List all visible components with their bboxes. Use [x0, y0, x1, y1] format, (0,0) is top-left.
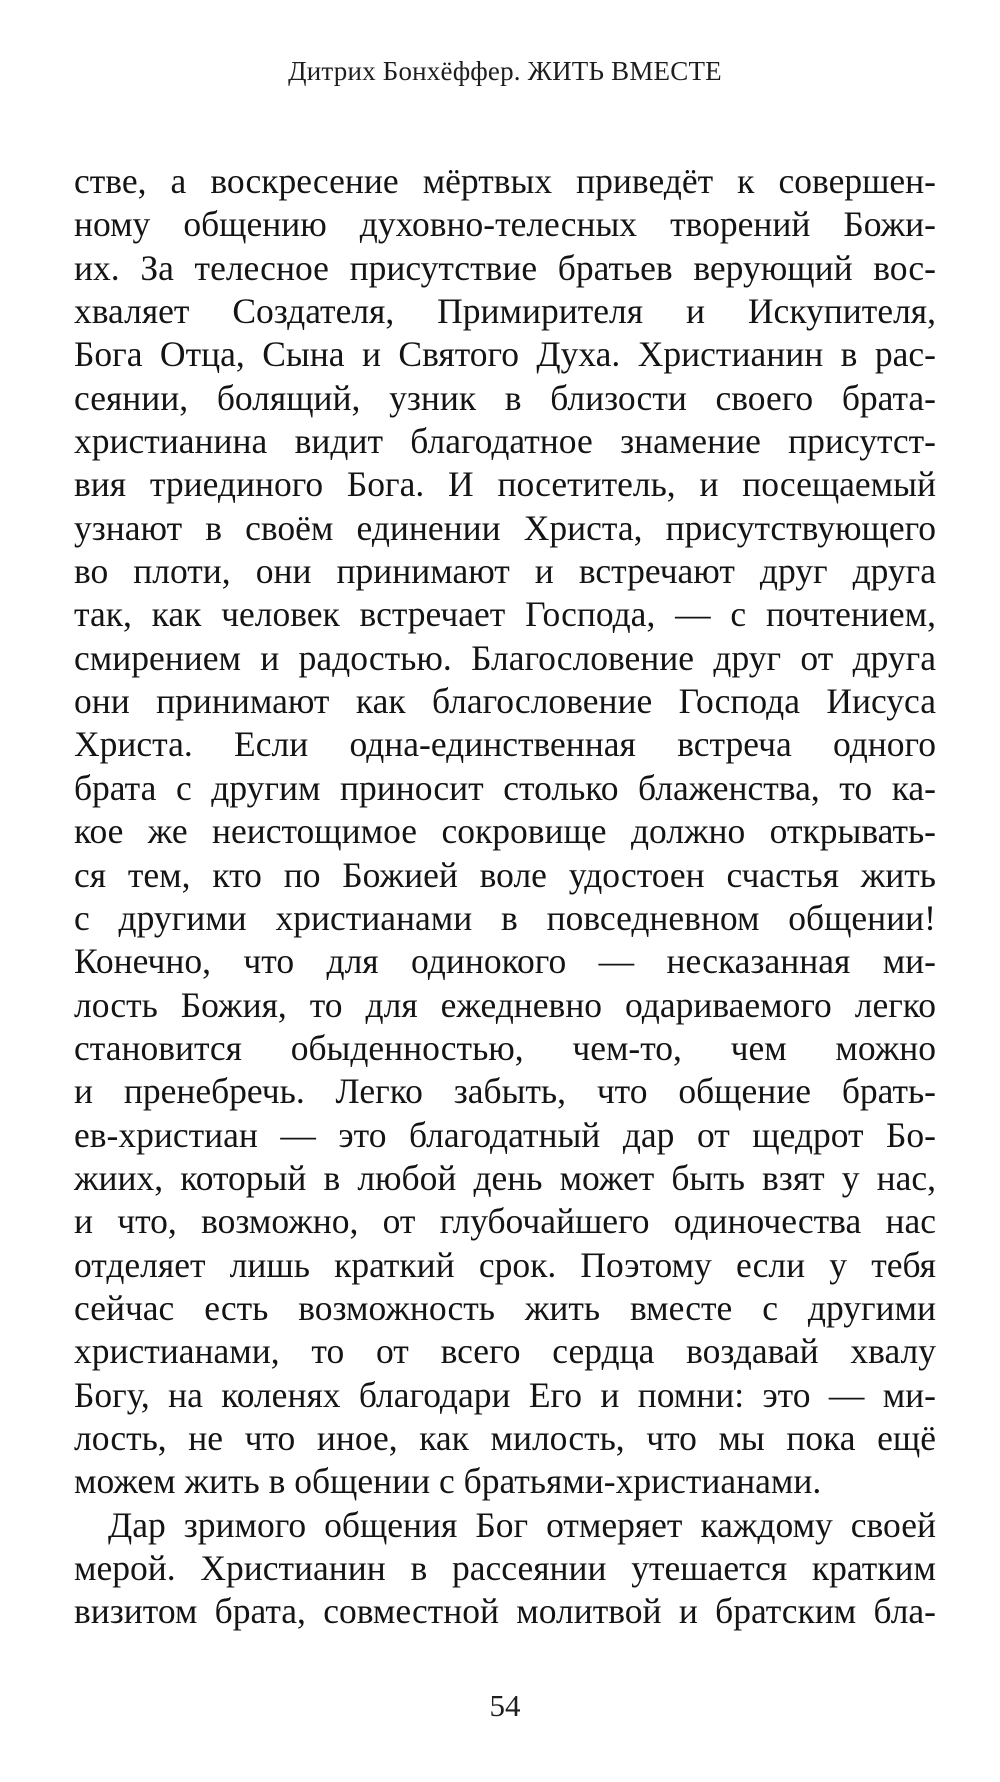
- page-number: 54: [489, 1688, 521, 1723]
- text-line: можем жить в общении с братьями-христианами.: [74, 1461, 822, 1502]
- paragraph: [74, 1504, 936, 1634]
- text-line: брата с другим приносит столько блаженства, то ка-: [74, 767, 936, 808]
- text-line: христианами, то от всего сердца воздавай хвалу: [74, 1331, 936, 1372]
- text-line: сейчас есть возможность жить вместе с другими: [74, 1287, 936, 1328]
- text-line: отделяет лишь краткий срок. Поэтому если у тебя: [74, 1244, 936, 1285]
- text-line: они принимают как благословение Господа Иисуса: [74, 681, 936, 722]
- text-line: узнают в своём единении Христа, присутствующего: [74, 507, 936, 548]
- text-line: ся тем, кто по Божией воле удостоен счастья жить: [74, 854, 936, 895]
- text-line: смирением и радостью. Благословение друг от друга: [74, 637, 936, 678]
- text-line: их. За телесное присутствие братьев верующий вос-: [74, 247, 936, 288]
- text-line: хваляет Создателя, Примирителя и Искупителя,: [74, 291, 936, 332]
- text-line: кое же неистощимое сокровище должно открывать-: [74, 811, 936, 852]
- text-line: Бога Отца, Сына и Святого Духа. Христианин в рас-: [74, 334, 936, 375]
- text-line: и пренебречь. Легко забыть, что общение брать-: [74, 1071, 936, 1112]
- text-line: лость, не что иное, как милость, что мы пока ещё: [74, 1417, 936, 1458]
- text-line: во плоти, они принимают и встречают друг друга: [74, 551, 936, 592]
- text-line: христианина видит благодатное знамение присутст-: [74, 421, 936, 462]
- text-line: визитом брата, совместной молитвой и братским бла-: [74, 1591, 936, 1632]
- text-line: Дар зримого общения Бог отмеряет каждому своей: [108, 1504, 936, 1545]
- text-line: ному общению духовно-телесных творений Божи-: [74, 204, 936, 245]
- text-line: лость Божия, то для ежедневно одариваемого легко: [74, 984, 936, 1025]
- text-line: Христа. Если одна-единственная встреча одного: [74, 724, 936, 765]
- text-line: становится обыденностью, чем-то, чем можно: [74, 1027, 936, 1068]
- body-text: [74, 160, 936, 1634]
- text-line: вия триединого Бога. И посетитель, и посещаемый: [74, 464, 936, 505]
- text-line: с другими христианами в повседневном общении!: [74, 897, 936, 938]
- text-line: сеянии, болящий, узник в близости своего брата-: [74, 377, 936, 418]
- text-line: так, как человек встречает Господа, — с почтением,: [74, 594, 936, 635]
- text-line: и что, возможно, от глубочайшего одиночества нас: [74, 1201, 936, 1242]
- text-line: стве, а воскресение мёртвых приведёт к совершен-: [74, 161, 936, 201]
- paragraph: [74, 160, 936, 1504]
- running-title: Дитрих Бонхёффер. ЖИТЬ ВМЕСТЕ: [288, 56, 722, 86]
- text-line: ев-христиан — это благодатный дар от щедрот Бо-: [74, 1114, 936, 1155]
- text-line: Богу, на коленях благодари Его и помни: это — ми-: [74, 1374, 936, 1415]
- text-line: Конечно, что для одинокого — несказанная ми-: [74, 941, 936, 982]
- text-line: жиих, который в любой день может быть взят у нас,: [74, 1157, 936, 1198]
- text-line: мерой. Христианин в рассеянии утешается кратким: [74, 1548, 936, 1588]
